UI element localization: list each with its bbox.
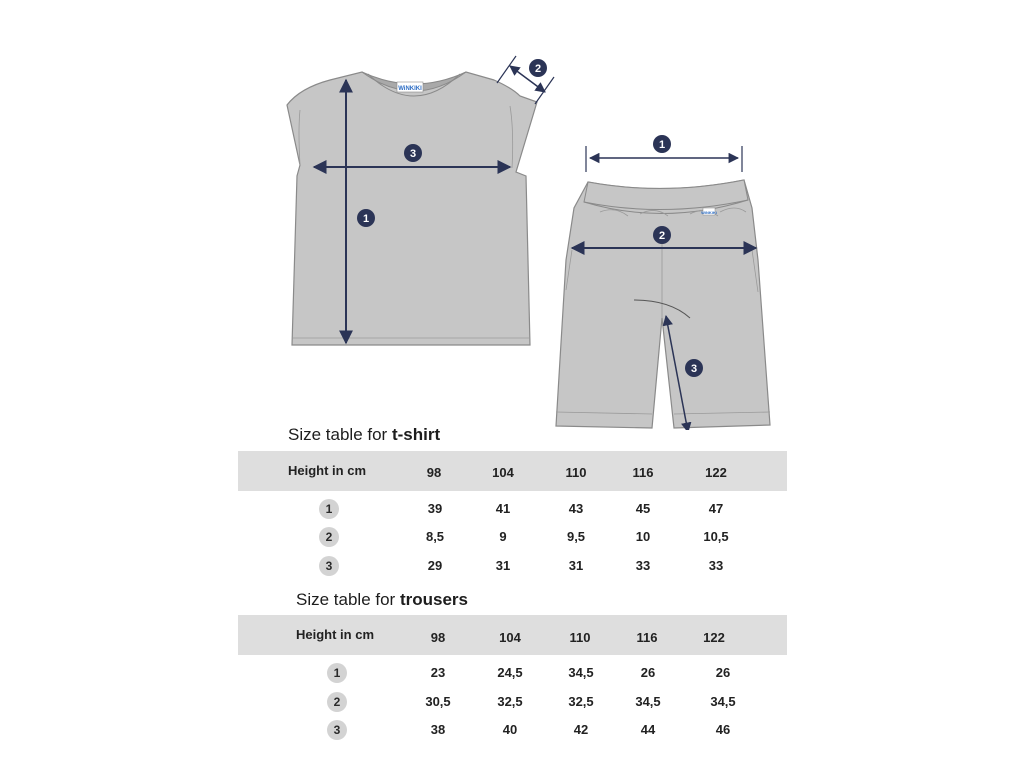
- tshirt-table-title-prefix: Size table for: [288, 425, 392, 444]
- table-cell: 31: [495, 558, 511, 573]
- table-cell: 8,5: [425, 529, 445, 544]
- svg-text:2: 2: [658, 230, 666, 242]
- trousers-marker-2: [653, 226, 671, 244]
- row-badge-1: 1: [327, 663, 347, 683]
- header-size-122: 122: [705, 465, 727, 480]
- header-size-110: 110: [565, 465, 587, 480]
- header-size-98: 98: [426, 465, 442, 480]
- table-cell: 34,5: [568, 665, 594, 680]
- header-size-116: 116: [632, 465, 654, 480]
- table-cell: 30,5: [425, 694, 451, 709]
- table-cell: 39: [427, 501, 443, 516]
- table-cell: 41: [495, 501, 511, 516]
- table-cell: 31: [568, 558, 584, 573]
- header-size-122: 122: [703, 630, 725, 645]
- table-cell: 10: [635, 529, 651, 544]
- table-cell: 45: [635, 501, 651, 516]
- row-badge-2: 2: [327, 692, 347, 712]
- svg-text:3: 3: [690, 363, 698, 375]
- tshirt-marker-1: [357, 209, 375, 227]
- table-cell: 43: [568, 501, 584, 516]
- tshirt-body: [287, 72, 537, 345]
- table-cell: 9: [499, 529, 507, 544]
- tshirt-table-title-bold: t-shirt: [391, 425, 441, 444]
- tshirt-brand-text: WiNKIKI: [398, 86, 422, 92]
- svg-text:3: 3: [409, 148, 417, 160]
- tshirt-drawing: [287, 56, 554, 345]
- table-cell: 10,5: [703, 529, 729, 544]
- tshirt-table-title: [288, 425, 440, 445]
- header-size-98: 98: [430, 630, 446, 645]
- table-cell: 44: [640, 722, 656, 737]
- table-cell: 34,5: [635, 694, 661, 709]
- table-cell: 32,5: [568, 694, 594, 709]
- trousers-marker-1: [653, 135, 671, 153]
- trousers-table-title-prefix: Size table for: [296, 590, 400, 609]
- tshirt-table-header-label: Height in cm: [288, 463, 367, 478]
- trousers-brand-text: WiNKiKi: [701, 210, 717, 215]
- header-size-104: 104: [499, 630, 521, 645]
- table-cell: 47: [708, 501, 724, 516]
- tshirt-marker-2: [529, 59, 547, 77]
- row-badge-2: 2: [319, 527, 339, 547]
- table-cell: 29: [427, 558, 443, 573]
- header-size-104: 104: [492, 465, 514, 480]
- row-badge-3: 3: [327, 720, 347, 740]
- table-cell: 23: [430, 665, 446, 680]
- table-cell: 26: [640, 665, 656, 680]
- trousers-drawing: [556, 135, 770, 430]
- table-cell: 32,5: [497, 694, 523, 709]
- row-badge-1: 1: [319, 499, 339, 519]
- svg-text:1: 1: [362, 213, 370, 225]
- table-cell: 34,5: [710, 694, 736, 709]
- trousers-table-header-label: Height in cm: [296, 627, 375, 642]
- tshirt-marker-3: [404, 144, 422, 162]
- row-badge-3: 3: [319, 556, 339, 576]
- header-size-116: 116: [636, 630, 658, 645]
- trousers-table-title-bold: trousers: [399, 590, 468, 609]
- table-cell: 24,5: [497, 665, 523, 680]
- svg-text:2: 2: [534, 63, 542, 75]
- table-cell: 26: [715, 665, 731, 680]
- trousers-table-title: [296, 590, 468, 610]
- table-cell: 42: [573, 722, 589, 737]
- table-cell: 46: [715, 722, 731, 737]
- svg-text:1: 1: [658, 139, 666, 151]
- table-cell: 33: [708, 558, 724, 573]
- table-cell: 38: [430, 722, 446, 737]
- table-cell: 33: [635, 558, 651, 573]
- trousers-marker-3: [685, 359, 703, 377]
- table-cell: 40: [502, 722, 518, 737]
- header-size-110: 110: [569, 630, 591, 645]
- table-cell: 9,5: [566, 529, 586, 544]
